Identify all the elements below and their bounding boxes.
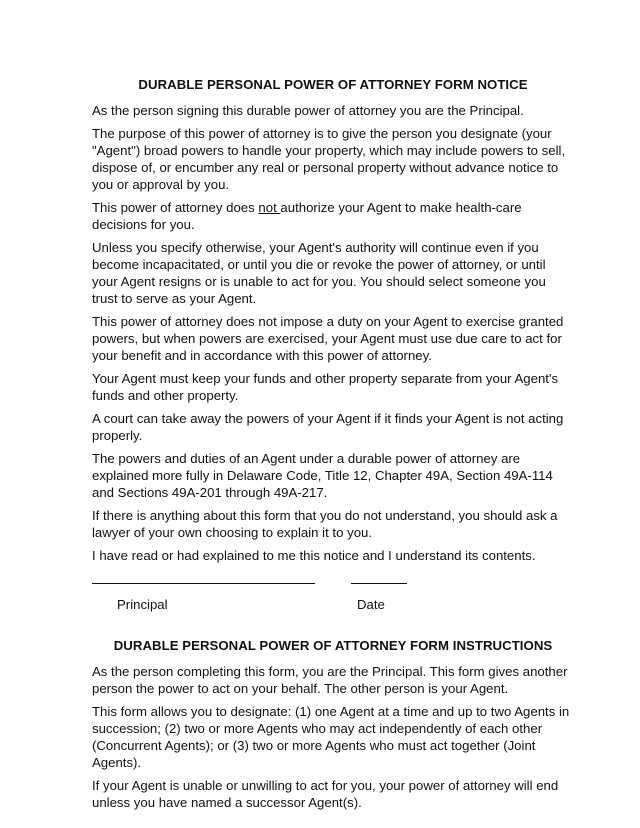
notice-paragraph-3-underlined: not bbox=[258, 200, 281, 215]
notice-paragraph-6: Your Agent must keep your funds and other property separate from your Agent's funds and other property. bbox=[92, 371, 559, 403]
instructions-paragraph-2: This form allows you to designate: (1) one Agent at a time and up to two Agents in succession; (2) two or more Agents who may act independently of each other (Concurrent Agents); or (3) two or more Agents who must act together (Joint Agents). bbox=[92, 704, 570, 770]
instructions-paragraph-1: As the person completing this form, you are the Principal. This form gives another person the power to act on your behalf. The other person is your Agent. bbox=[92, 664, 568, 696]
notice-paragraph-4: Unless you specify otherwise, your Agent's authority will continue even if you become incapacitated, or until you die or revoke the power of attorney, or until your Agent resigns or is unable to act for you. You should select someone you trust to serve as your Agent. bbox=[92, 240, 546, 306]
notice-paragraph-1: As the person signing this durable power of attorney you are the Principal. bbox=[92, 103, 524, 118]
principal-signature-line[interactable] bbox=[92, 583, 315, 584]
principal-label: Principal bbox=[117, 597, 168, 612]
notice-paragraph-3 bbox=[92, 199, 574, 233]
notice-paragraph-7: A court can take away the powers of your Agent if it finds your Agent is not acting properly. bbox=[92, 411, 564, 443]
notice-paragraph-3-end: authorize your Agent to make health-care decisions for you. bbox=[92, 200, 522, 232]
notice-paragraph-3-start: This power of attorney does bbox=[92, 200, 259, 215]
notice-paragraph-10: I have read or had explained to me this notice and I understand its contents. bbox=[92, 548, 536, 563]
notice-paragraph-2: The purpose of this power of attorney is to give the person you designate (your "Agent") broad powers to handle your property, which may include powers to sell, dispose of, or encumber any real or personal property without advance notice to you or approval by you. bbox=[92, 126, 566, 192]
signature-lines bbox=[92, 570, 574, 592]
notice-title: DURABLE PERSONAL POWER OF ATTORNEY FORM NOTICE bbox=[138, 77, 528, 92]
section-spacer bbox=[92, 612, 574, 637]
signature-labels bbox=[92, 592, 574, 612]
notice-paragraph-5: This power of attorney does not impose a duty on your Agent to exercise granted powers, but when powers are exercised, your Agent must use due care to act for your benefit and in accordance with this power of attorney. bbox=[92, 314, 564, 363]
notice-paragraph-9: If there is anything about this form that you do not understand, you should ask a lawyer of your own choosing to explain it to you. bbox=[92, 508, 558, 540]
notice-paragraph-8: The powers and duties of an Agent under a durable power of attorney are explained more fully in Delaware Code, Title 12, Chapter 49A, Section 49A-114 and Sections 49A-201 through 49A-217. bbox=[92, 451, 553, 500]
instructions-paragraph-3: If your Agent is unable or unwilling to act for you, your power of attorney will end unless you have named a successor Agent(s). bbox=[92, 778, 559, 810]
instructions-title: DURABLE PERSONAL POWER OF ATTORNEY FORM INSTRUCTIONS bbox=[113, 638, 553, 653]
date-signature-line[interactable] bbox=[351, 583, 407, 584]
date-label: Date bbox=[357, 597, 385, 612]
